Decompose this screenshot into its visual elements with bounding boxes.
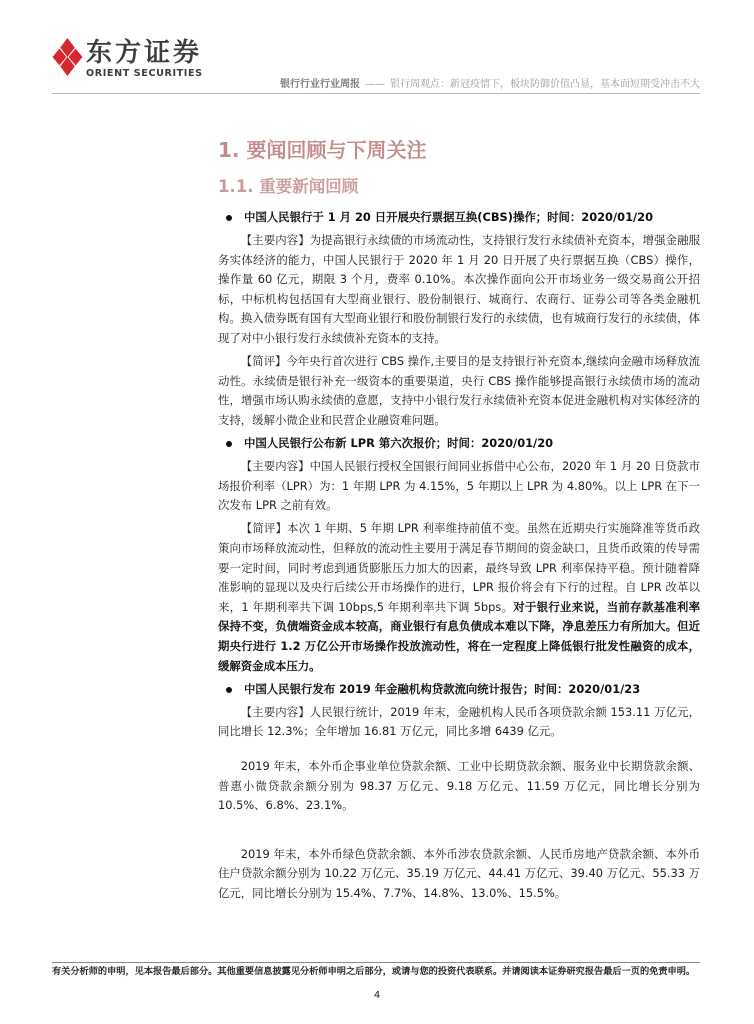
news-title-text: 中国人民银行于 1 月 20 日开展央行票据互换(CBS)操作；时间：2020/01/20: [244, 210, 654, 224]
company-logo: [52, 37, 212, 81]
header-divider: [52, 93, 700, 94]
section-heading: 1. 要闻回顾与下周关注: [218, 138, 427, 162]
paragraph-main-content: 【主要内容】为提高银行永续债的市场流动性，支持银行发行永续债补充资本，增强金融服务实体经济的能力，中国人民银行于 2020 年 1 月 20 日开展了央行票据互换（CBS）操作，操作量 60 亿元，期限 3 个月，费率 0.10%。本次操作面向公开市场业务一级交易商公开招标，中标机构包括国有大型商业银行、股份制银行、城商行、农商行、证券公司等各类金融机构。换入债券既有国有大型商业银行和股份制银行发行的永续债，也有城商行发行的永续债，体现了对中小银行发行永续债补充资本的支持。: [218, 233, 700, 346]
news-title-text: 中国人民银行发布 2019 年金融机构贷款流向统计报告；时间：2020/01/23: [244, 681, 641, 696]
report-type: 银行行业行业周报: [280, 79, 360, 90]
news-title-lpr: [218, 434, 700, 454]
main-content: [218, 137, 700, 904]
news-title-loan-report: [218, 680, 700, 700]
logo-name-en: ORIENT SECURITIES: [86, 68, 203, 79]
paragraph-comment: 【简评】今年央行首次进行 CBS 操作,主要目的是支持银行补充资本,继续向金融市场释放流动性。永续债是银行补充一级资本的重要渠道，央行 CBS 操作能够提高银行永续债市场的流动性，增强市场认购永续债的意愿，支持中小银行发行永续债补充资本促进金融机构对实体经济的支持，缓解小微企业和民营企业融资难问题。: [218, 354, 700, 427]
footer-disclaimer: 有关分析师的申明，见本报告最后部分。其他重要信息披露见分析师申明之后部分，或请与您的投资代表联系。并请阅读本证券研究报告最后一页的免责申明。: [52, 966, 696, 977]
bullet-icon: [226, 441, 232, 447]
page-number: 4: [373, 990, 381, 1001]
orient-securities-logo-icon: [52, 37, 83, 77]
comment-text: 【简评】本次 1 年期、5 年期 LPR 利率维持前值不变。虽然在近期央行实施降准等货币政策向市场释放流动性，但释放的流动性主要用于满足春节期间的资金缺口，且货币政策的传导需要一定时间，同时考虑到通货膨胀压力加大的因素，最终导致 LPR 利率保持平稳。预计随着降准影响的显现以及央行后续公开市场操作的进行，LPR 报价将会有下行的过程。自 LPR 改革以来，1 年期利率共下调 10bps,5 年期利率共下调 5bps。: [218, 521, 700, 614]
footer-divider: [52, 962, 700, 963]
report-header: [280, 79, 700, 91]
report-title: 银行周观点：新冠疫情下，板块防御价值凸显，基本面短期受冲击不大: [390, 79, 700, 90]
paragraph-comment: [218, 519, 700, 676]
news-title-cbs: [218, 208, 700, 228]
paragraph-main-content: 【主要内容】中国人民银行授权全国银行间同业拆借中心公布，2020 年 1 月 20 日贷款市场报价利率（LPR）为：1 年期 LPR 为 4.15%，5 年期以上 LPR 为 4.80%。以上 LPR 在下一次发布 LPR 之前有效。: [218, 459, 700, 513]
header-separator: ——: [365, 79, 385, 90]
logo-name-cn: 东方证券: [86, 38, 203, 68]
paragraph-main-content: 【主要内容】人民银行统计，2019 年末，金融机构人民币各项贷款余额 153.11 万亿元，同比增长 12.3%；全年增加 16.81 万亿元，同比多增 6439 亿元。: [218, 704, 700, 739]
paragraph-loan-detail: 2019 年末，本外币绿色贷款余额、本外币涉农贷款余额、人民币房地产贷款余额、本外币住户贷款余额分别为 10.22 万亿元、35.19 万亿元、44.41 万亿元、39.40 万亿元、55.33 万亿元，同比增长分别为 15.4%、7.7%、14.8%、13.0%、15.5%。: [218, 846, 700, 900]
bullet-icon: [226, 687, 232, 693]
news-title-text: 中国人民银行公布新 LPR 第六次报价；时间：2020/01/20: [244, 436, 554, 451]
section-subheading: 1.1. 重要新闻回顾: [218, 177, 359, 196]
comment-key-point: 对于银行业来说，当前存款基准利率保持不变，负债端资金成本较高，商业银行有息负债成本难以下降，净息差压力有所加大。但近期央行进行 1.2 万亿公开市场操作投放流动性，将在一定程度上降低银行批发性融资的成本，缓解资金成本压力。: [218, 599, 700, 673]
bullet-icon: [226, 215, 232, 221]
paragraph-loan-detail: 2019 年末，本外币企事业单位贷款余额、工业中长期贷款余额、服务业中长期贷款余额、普惠小微贷款余额分别为 98.37 万亿元、9.18 万亿元、11.59 万亿元，同比增长分别为 10.5%、6.8%、23.1%。: [218, 758, 700, 813]
